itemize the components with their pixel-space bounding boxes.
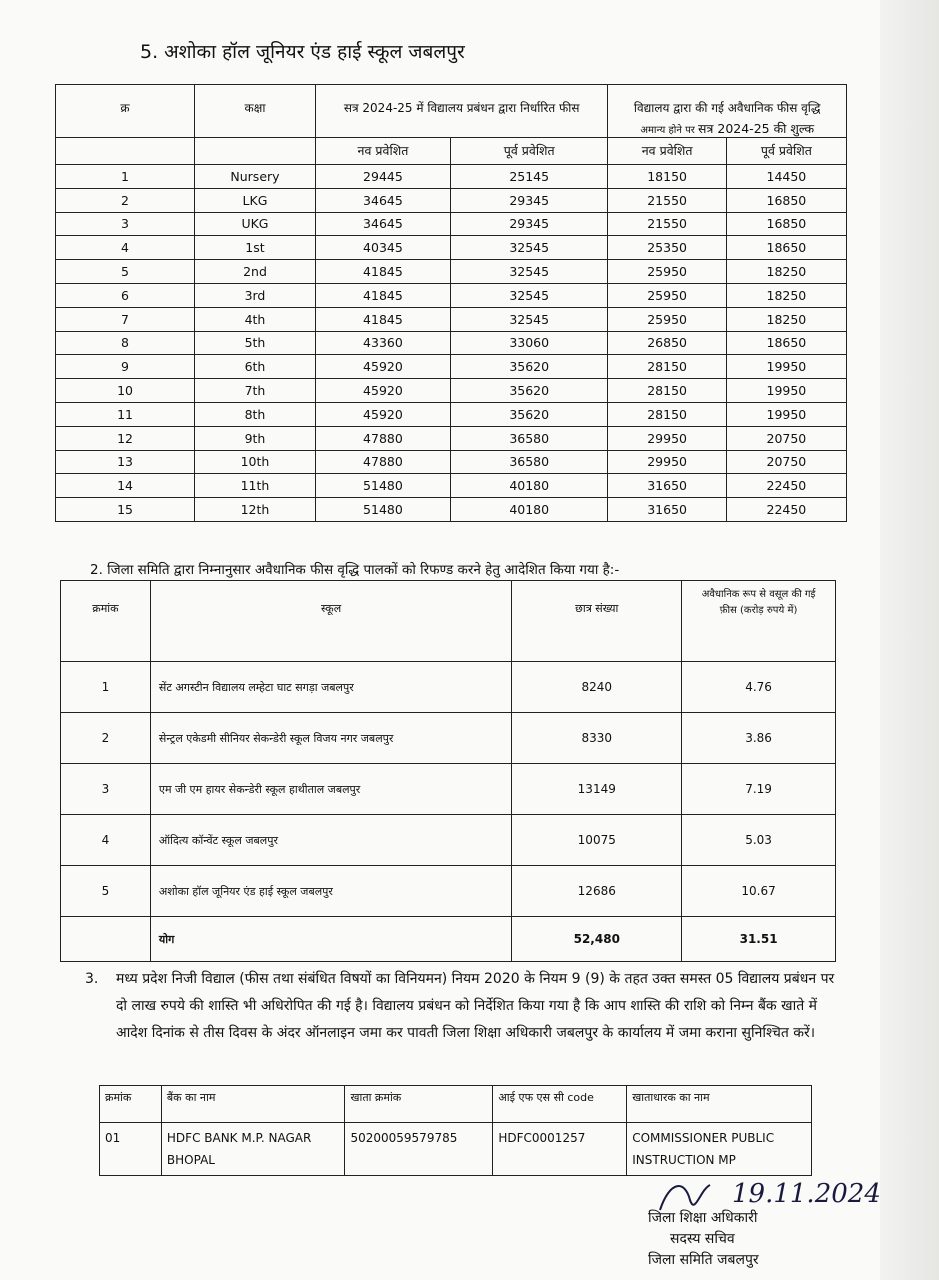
- row-sno: 8: [56, 331, 195, 355]
- bank-sno: 01: [100, 1123, 162, 1176]
- row-fixed-old: 35620: [450, 379, 607, 403]
- row-increase-old: 19950: [726, 402, 846, 426]
- col-header-illegal-increase: [608, 85, 847, 138]
- row-sno: 6: [56, 283, 195, 307]
- section-heading: 5. अशोका हॉल जूनियर एंड हाई स्कूल जबलपुर: [140, 41, 465, 63]
- total-empty: [61, 917, 151, 962]
- refund-row: [61, 866, 836, 917]
- row-fixed-new: 51480: [315, 498, 450, 522]
- total-label: योग: [150, 917, 511, 962]
- row-fixed-new: 34645: [315, 212, 450, 236]
- row-sno: 10: [56, 379, 195, 403]
- bank-ifsc: HDFC0001257: [493, 1123, 627, 1176]
- row-school: एम जी एम हायर सेकन्डेरी स्कूल हाथीताल जबलपुर: [150, 764, 511, 815]
- row-fixed-old: 29345: [450, 188, 607, 212]
- row-increase-new: 28150: [608, 379, 726, 403]
- row-sno: 12: [56, 426, 195, 450]
- signatory-title: जिला शिक्षा अधिकारी: [648, 1210, 758, 1226]
- col-header-sno: क्रमांक: [100, 1086, 162, 1123]
- paragraph-3-number: 3.: [85, 971, 99, 987]
- row-fixed-new: 29445: [315, 165, 450, 189]
- bank-holder: COMMISSIONER PUBLIC INSTRUCTION MP: [627, 1123, 812, 1176]
- row-fixed-old: 35620: [450, 355, 607, 379]
- row-fixed-new: 41845: [315, 283, 450, 307]
- bank-name: HDFC BANK M.P. NAGAR BHOPAL: [161, 1123, 345, 1176]
- fee-row: [56, 355, 847, 379]
- total-students: 52,480: [512, 917, 682, 962]
- col-header-students: छात्र संख्या: [512, 581, 682, 662]
- row-increase-new: 29950: [608, 426, 726, 450]
- row-increase-new: 18150: [608, 165, 726, 189]
- col-header-sno: क्रमांक: [61, 581, 151, 662]
- row-sno: 1: [56, 165, 195, 189]
- paragraph-2: 2. जिला समिति द्वारा निम्नानुसार अवैधानिक फीस वृद्धि पालकों को रिफण्ड करने हेतु आदेशित किया गया है:-: [90, 562, 620, 578]
- col-header-school: स्कूल: [150, 581, 511, 662]
- row-increase-old: 20750: [726, 426, 846, 450]
- fee-row: [56, 188, 847, 212]
- fee-row: [56, 402, 847, 426]
- refund-row: [61, 713, 836, 764]
- row-class: 10th: [195, 450, 316, 474]
- paragraph-3: [85, 966, 845, 1047]
- row-sno: 4: [56, 236, 195, 260]
- signature-date: 19.11.2024: [732, 1179, 881, 1209]
- signature-block: [648, 1208, 759, 1271]
- row-fixed-new: 45920: [315, 402, 450, 426]
- row-fixed-new: 47880: [315, 426, 450, 450]
- row-fixed-old: 40180: [450, 474, 607, 498]
- fee-row: [56, 379, 847, 403]
- col-header-amount: [682, 581, 836, 662]
- row-sno: 15: [56, 498, 195, 522]
- row-amount: 7.19: [682, 764, 836, 815]
- row-increase-old: 18250: [726, 260, 846, 284]
- row-fixed-new: 40345: [315, 236, 450, 260]
- row-class: 9th: [195, 426, 316, 450]
- fee-row: [56, 260, 847, 284]
- row-increase-old: 19950: [726, 379, 846, 403]
- sub-header-old: पूर्व प्रवेशित: [450, 138, 607, 165]
- row-increase-old: 18250: [726, 307, 846, 331]
- total-amount: 31.51: [682, 917, 836, 962]
- row-increase-old: 22450: [726, 474, 846, 498]
- row-fixed-old: 33060: [450, 331, 607, 355]
- col-header-sno: क्र: [56, 85, 195, 138]
- row-school: सेन्ट्रल एकेडमी सीनियर सेकन्डेरी स्कूल विजय नगर जबलपुर: [150, 713, 511, 764]
- row-fixed-new: 45920: [315, 379, 450, 403]
- increase-header-line2: [608, 120, 846, 137]
- row-students: 12686: [512, 866, 682, 917]
- fee-row: [56, 331, 847, 355]
- row-sno: 3: [56, 212, 195, 236]
- row-increase-new: 21550: [608, 188, 726, 212]
- row-fixed-old: 32545: [450, 260, 607, 284]
- bank-account: 50200059579785: [345, 1123, 493, 1176]
- col-header-fixed-fee: सत्र 2024-25 में विद्यालय प्रबंधन द्वारा निर्धारित फीस: [315, 85, 608, 138]
- row-fixed-new: 34645: [315, 188, 450, 212]
- row-class: 7th: [195, 379, 316, 403]
- row-amount: 4.76: [682, 662, 836, 713]
- increase-header-line1: विद्यालय द्वारा की गई अवैधानिक फीस वृद्धि: [633, 101, 821, 115]
- row-school: सेंट अगस्टीन विद्यालय लम्हेटा घाट सगड़ा जबलपुर: [150, 662, 511, 713]
- row-class: 2nd: [195, 260, 316, 284]
- fee-row: [56, 474, 847, 498]
- total-row: [61, 917, 836, 962]
- row-fixed-old: 29345: [450, 212, 607, 236]
- refund-table-body: [61, 662, 836, 917]
- row-fixed-old: 32545: [450, 236, 607, 260]
- row-sno: 13: [56, 450, 195, 474]
- row-fixed-new: 41845: [315, 260, 450, 284]
- row-amount: 5.03: [682, 815, 836, 866]
- refund-row: [61, 815, 836, 866]
- row-increase-old: 19950: [726, 355, 846, 379]
- row-fixed-new: 51480: [315, 474, 450, 498]
- row-school: अशोका हॉल जूनियर एंड हाई स्कूल जबलपुर: [150, 866, 511, 917]
- row-sno: 2: [61, 713, 151, 764]
- amount-header-line2: फ़ीस (करोड़ रुपये में): [719, 605, 798, 616]
- row-increase-new: 31650: [608, 474, 726, 498]
- row-amount: 3.86: [682, 713, 836, 764]
- row-class: 1st: [195, 236, 316, 260]
- row-students: 13149: [512, 764, 682, 815]
- increase-header-prefix: अमान्य होने पर: [640, 125, 695, 136]
- row-fixed-old: 36580: [450, 450, 607, 474]
- sub-header-new: नव प्रवेशित: [315, 138, 450, 165]
- page-edge-shadow: [880, 0, 939, 1280]
- row-increase-old: 14450: [726, 165, 846, 189]
- signatory-committee: जिला समिति जबलपुर: [648, 1252, 759, 1268]
- col-header-holder: खाताधारक का नाम: [627, 1086, 812, 1123]
- row-increase-new: 25950: [608, 283, 726, 307]
- row-class: 3rd: [195, 283, 316, 307]
- row-sno: 5: [61, 866, 151, 917]
- row-school: ऑदित्य कॉन्वेंट स्कूल जबलपुर: [150, 815, 511, 866]
- row-sno: 4: [61, 815, 151, 866]
- row-increase-old: 20750: [726, 450, 846, 474]
- row-fixed-new: 45920: [315, 355, 450, 379]
- col-header-bank: बैंक का नाम: [161, 1086, 345, 1123]
- row-fixed-old: 32545: [450, 283, 607, 307]
- row-sno: 11: [56, 402, 195, 426]
- row-fixed-new: 47880: [315, 450, 450, 474]
- row-class: 11th: [195, 474, 316, 498]
- row-increase-new: 28150: [608, 355, 726, 379]
- fee-row: [56, 212, 847, 236]
- row-increase-old: 16850: [726, 212, 846, 236]
- row-increase-new: 25350: [608, 236, 726, 260]
- row-class: 4th: [195, 307, 316, 331]
- paragraph-3-text: मध्य प्रदेश निजी विद्याल (फीस तथा संबंधित विषयों का विनियमन) नियम 2020 के नियम 9 (9) के तहत उक्त समस्त 05 विद्यालय प्रबंधन पर दो लाख रुपये की शास्ति भी अधिरोपित की गई है। विद्यालय प्रबंधन को निर्देशित किया गया है कि आप शास्ति की राशि को निम्न बैंक खाते में आदेश दिनांक से तीस दिवस के अंदर ऑनलाइन जमा कर पावती जिला शिक्षा अधिकारी जबलपुर के कार्यालय में जमा कराना सुनिश्चित करें।: [116, 971, 835, 1041]
- row-sno: 3: [61, 764, 151, 815]
- row-sno: 1: [61, 662, 151, 713]
- sub-header-empty: [56, 138, 195, 165]
- refund-table: [60, 580, 836, 962]
- row-students: 8240: [512, 662, 682, 713]
- fee-row: [56, 283, 847, 307]
- sub-header-old: पूर्व प्रवेशित: [726, 138, 846, 165]
- row-class: 6th: [195, 355, 316, 379]
- row-class: 12th: [195, 498, 316, 522]
- row-increase-old: 18650: [726, 331, 846, 355]
- fee-row: [56, 165, 847, 189]
- row-sno: 14: [56, 474, 195, 498]
- row-students: 10075: [512, 815, 682, 866]
- fee-row: [56, 236, 847, 260]
- col-header-class: कक्षा: [195, 85, 316, 138]
- row-fixed-new: 41845: [315, 307, 450, 331]
- fee-table: [55, 84, 847, 522]
- row-increase-new: 31650: [608, 498, 726, 522]
- fee-row: [56, 498, 847, 522]
- fee-row: [56, 307, 847, 331]
- row-sno: 7: [56, 307, 195, 331]
- sub-header-new: नव प्रवेशित: [608, 138, 726, 165]
- row-increase-new: 29950: [608, 450, 726, 474]
- row-increase-old: 16850: [726, 188, 846, 212]
- fee-table-body: [56, 165, 847, 522]
- row-fixed-old: 36580: [450, 426, 607, 450]
- fee-row: [56, 450, 847, 474]
- row-fixed-old: 40180: [450, 498, 607, 522]
- refund-row: [61, 764, 836, 815]
- row-fixed-old: 25145: [450, 165, 607, 189]
- sub-header-empty: [195, 138, 316, 165]
- row-increase-new: 28150: [608, 402, 726, 426]
- col-header-account: खाता क्रमांक: [345, 1086, 493, 1123]
- signatory-role: सदस्य सचिव: [670, 1231, 735, 1247]
- row-amount: 10.67: [682, 866, 836, 917]
- row-class: LKG: [195, 188, 316, 212]
- row-sno: 9: [56, 355, 195, 379]
- amount-header-line1: अवैधानिक रूप से वसूल की गई: [701, 589, 816, 600]
- row-class: UKG: [195, 212, 316, 236]
- row-fixed-new: 43360: [315, 331, 450, 355]
- row-students: 8330: [512, 713, 682, 764]
- row-increase-new: 25950: [608, 307, 726, 331]
- row-fixed-old: 35620: [450, 402, 607, 426]
- row-class: Nursery: [195, 165, 316, 189]
- row-fixed-old: 32545: [450, 307, 607, 331]
- row-increase-new: 26850: [608, 331, 726, 355]
- row-increase-old: 22450: [726, 498, 846, 522]
- fee-row: [56, 426, 847, 450]
- row-class: 5th: [195, 331, 316, 355]
- row-increase-old: 18250: [726, 283, 846, 307]
- row-increase-new: 25950: [608, 260, 726, 284]
- row-class: 8th: [195, 402, 316, 426]
- row-increase-new: 21550: [608, 212, 726, 236]
- row-sno: 2: [56, 188, 195, 212]
- row-increase-old: 18650: [726, 236, 846, 260]
- row-sno: 5: [56, 260, 195, 284]
- increase-header-main: सत्र 2024-25 की शुल्क: [698, 121, 815, 136]
- col-header-ifsc: आई एफ एस सी code: [493, 1086, 627, 1123]
- refund-row: [61, 662, 836, 713]
